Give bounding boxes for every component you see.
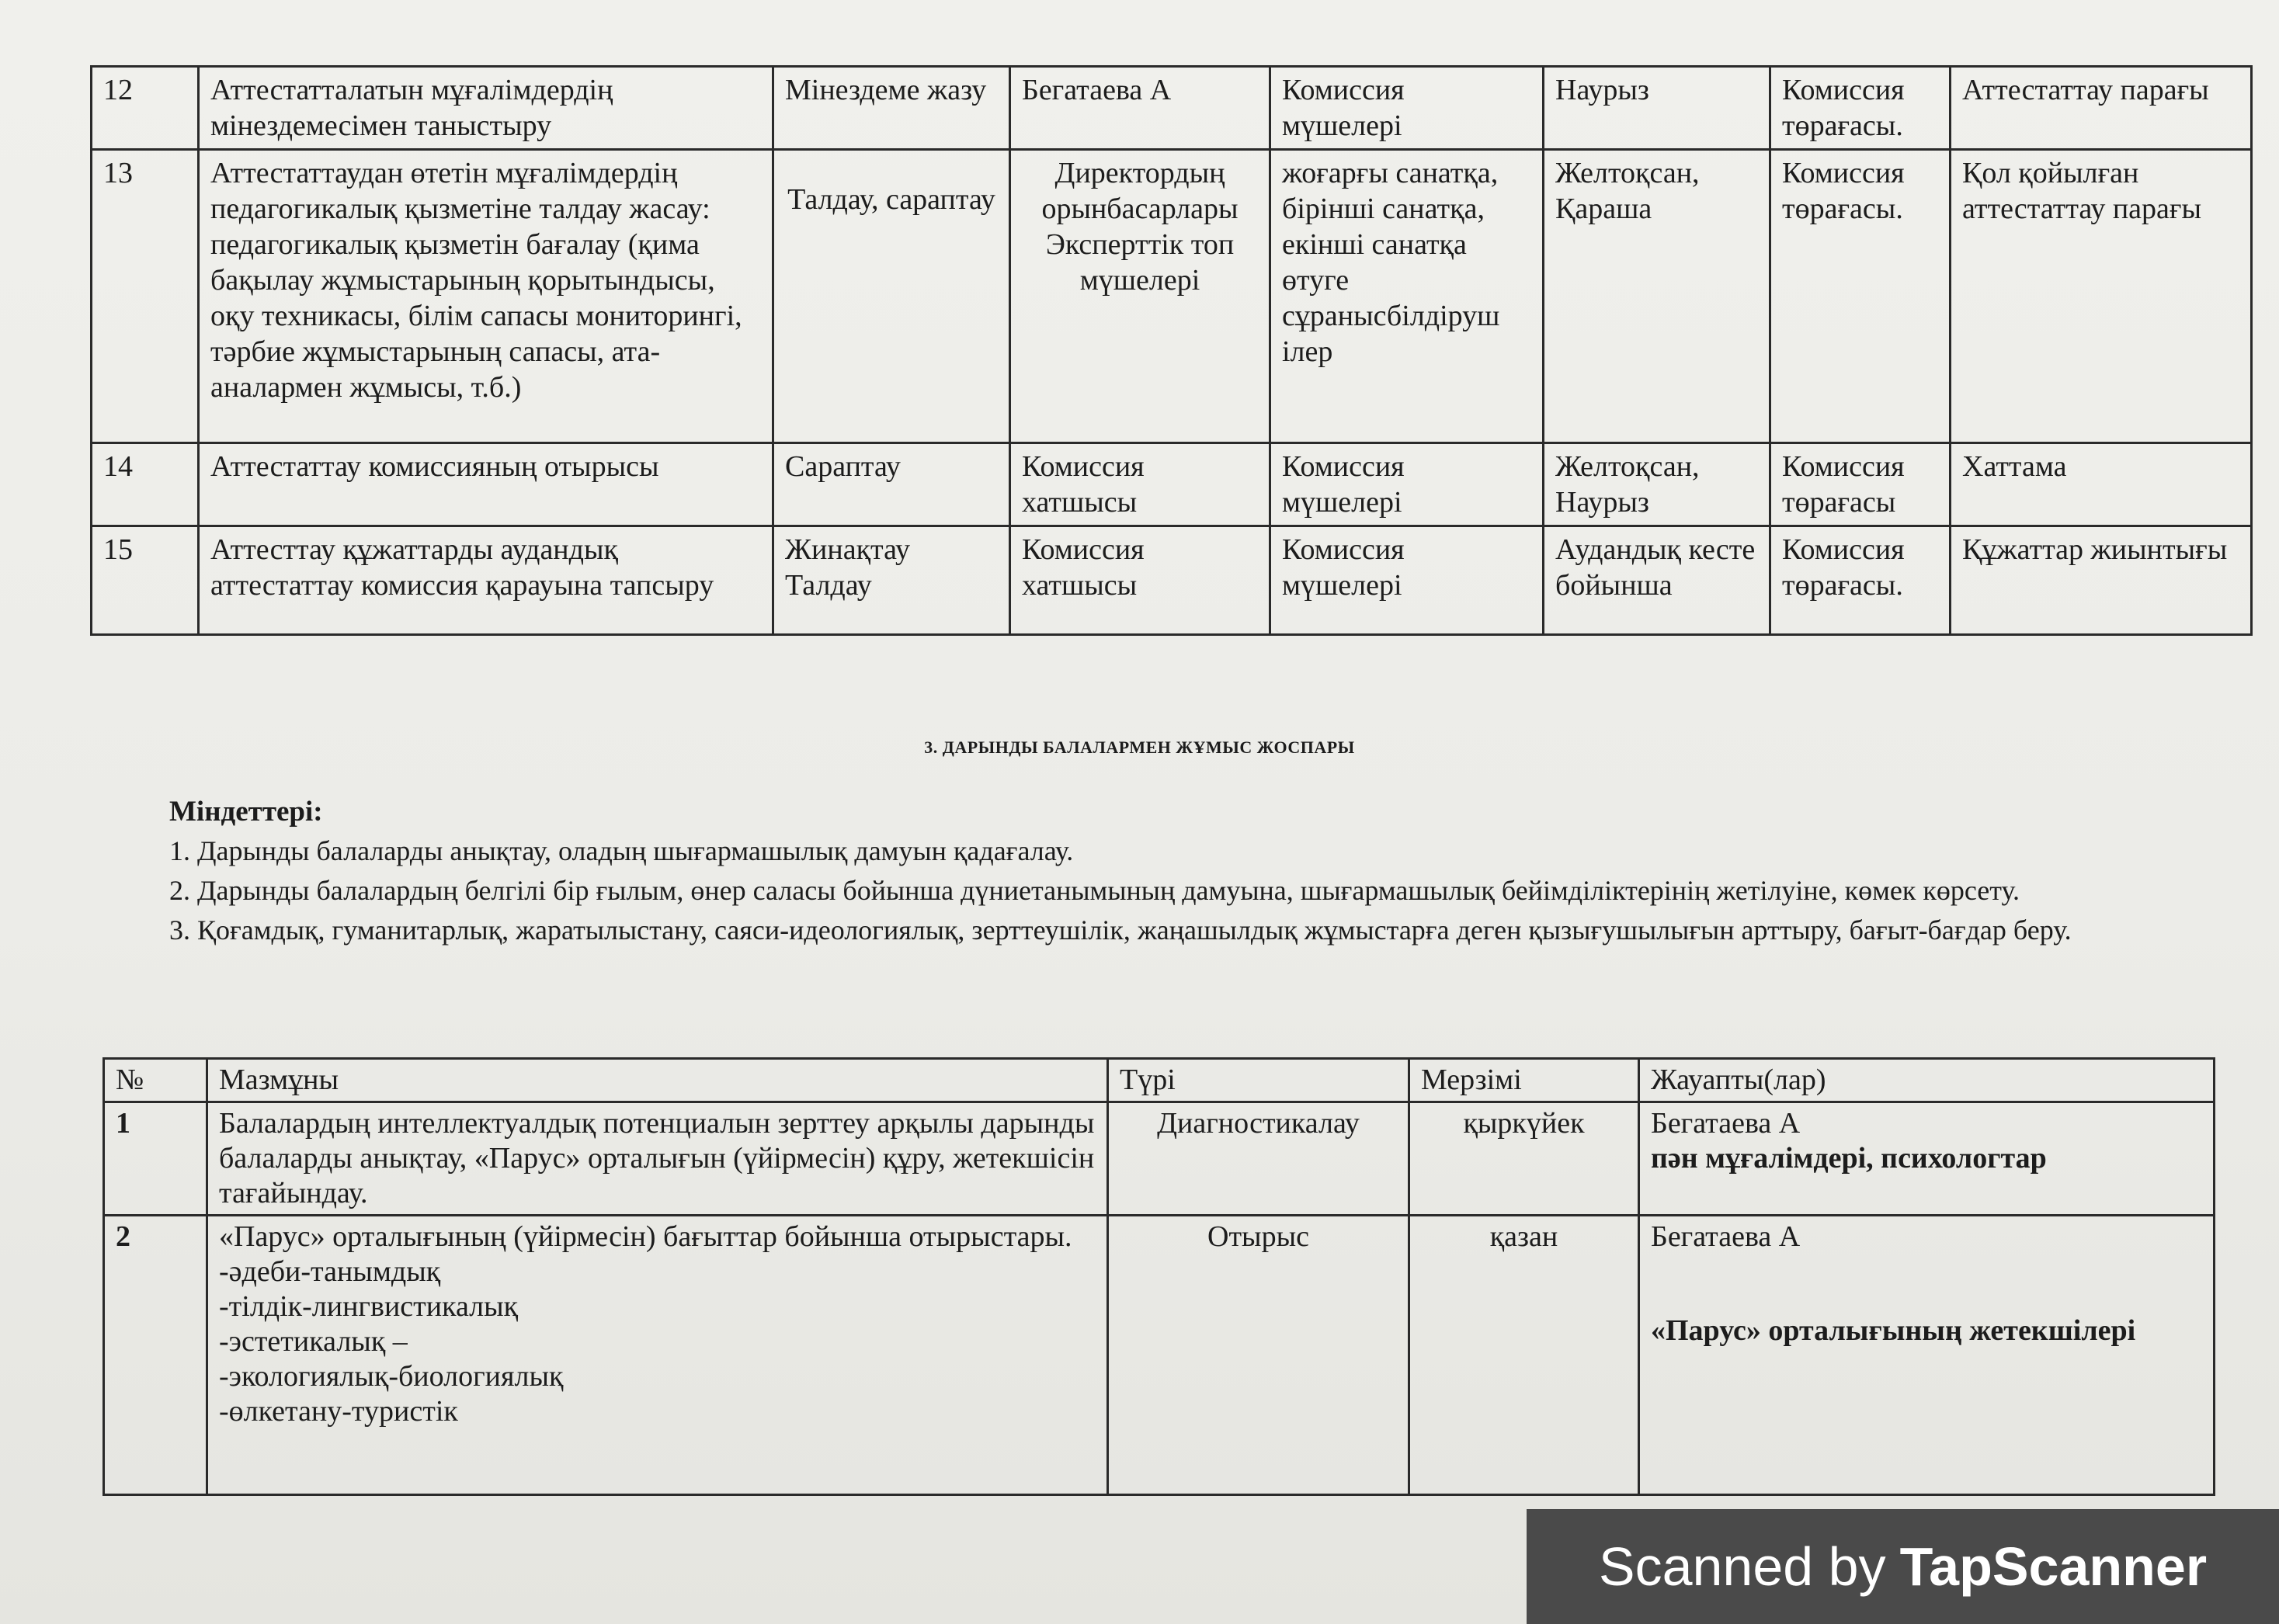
row-number: 2 — [104, 1216, 207, 1495]
table-row — [92, 67, 2252, 150]
row-participants: Комиссия мүшелері — [1270, 443, 1544, 526]
header-content: Мазмұны — [207, 1059, 1108, 1102]
responsible-extra: пән мұғалімдері, психологтар — [1651, 1142, 2047, 1175]
responsible-extra: «Парус» орталығының жетекшілері — [1651, 1314, 2136, 1347]
gifted-children-plan-table — [102, 1057, 2215, 1496]
row-deadline: Аудандық кесте бойынша — [1544, 526, 1770, 635]
row-responsible — [1639, 1216, 2215, 1495]
row-controller: Комиссия төрағасы — [1770, 443, 1951, 526]
direction-item: -экологиялық-биологиялық — [219, 1360, 564, 1393]
table-row — [104, 1102, 2215, 1216]
row-responsible — [1639, 1102, 2215, 1216]
row-controller: Комиссия төрағасы. — [1770, 150, 1951, 443]
row-participants: Комиссия мүшелері — [1270, 526, 1544, 635]
table-row — [92, 526, 2252, 635]
row-content — [207, 1216, 1108, 1495]
row-type: Отырыс — [1108, 1216, 1409, 1495]
row-responsible: Комиссия хатшысы — [1010, 526, 1270, 635]
row-number: 12 — [92, 67, 199, 150]
row-type: Диагностикалау — [1108, 1102, 1409, 1216]
row-result: Хаттама — [1951, 443, 2252, 526]
header-deadline: Мерзімі — [1409, 1059, 1639, 1102]
row-form: Жинақтау Талдау — [773, 526, 1010, 635]
row-responsible: Комиссия хатшысы — [1010, 443, 1270, 526]
tasks-block — [169, 792, 2157, 950]
row-deadline: қазан — [1409, 1216, 1639, 1495]
row-deadline: қыркүйек — [1409, 1102, 1639, 1216]
responsible-name: Бегатаева А — [1651, 1107, 1801, 1140]
row-controller: Комиссия төрағасы. — [1770, 67, 1951, 150]
header-num: № — [104, 1059, 207, 1102]
row-controller: Комиссия төрағасы. — [1770, 526, 1951, 635]
row-content: Балалардың интеллектуалдық потенциалын зерттеу арқылы дарынды балаларды анықтау, «Парус» орталығын (үйірмесін) құру, жетекшісін тағайындау. — [207, 1102, 1108, 1216]
watermark-brand: TapScanner — [1899, 1536, 2208, 1597]
task-item: 1. Дарынды балаларды анықтау, оладың шығармашылық дамуын қадағалау. — [169, 835, 1074, 866]
row-result: Қол қойылған аттестаттау парағы — [1951, 150, 2252, 443]
direction-item: -эстетикалық – — [219, 1325, 408, 1358]
row-number: 14 — [92, 443, 199, 526]
row-deadline: Наурыз — [1544, 67, 1770, 150]
row-result: Құжаттар жиынтығы — [1951, 526, 2252, 635]
task-item: 2. Дарынды балалардың белгілі бір ғылым, өнер саласы бойынша дүниетанымының дамуына, шығармашылық бейімділіктерінің жетілуіне, көмек көрсету. — [169, 875, 2020, 906]
row-number: 13 — [92, 150, 199, 443]
row-result: Аттестаттау парағы — [1951, 67, 2252, 150]
table-row — [92, 150, 2252, 443]
row-deadline: Желтоқсан, Қараша — [1544, 150, 1770, 443]
content-intro: «Парус» орталығының (үйірмесін) бағыттар бойынша отырыстары. — [219, 1220, 1072, 1253]
section-title: 3. ДАРЫНДЫ БАЛАЛАРМЕН ЖҰМЫС ЖОСПАРЫ — [924, 737, 1355, 757]
row-deadline: Желтоқсан, Наурыз — [1544, 443, 1770, 526]
row-responsible: Директордың орынбасарлары Эксперттік топ мүшелері — [1010, 150, 1270, 443]
row-responsible: Бегатаева А — [1010, 67, 1270, 150]
row-content: Аттестатталатын мұғалімдердің мінездемесімен таныстыру — [199, 67, 773, 150]
row-content: Аттестаттаудан өтетін мұғалімдердің педагогикалық қызметіне талдау жасау: педагогикалық қызметін бағалау (қима бақылау жұмыстарының қорытындысы, оқу техникасы, білім сапасы мониторингі, тәрбие жұмыстарының сапасы, ата-аналармен жұмысы, т.б.) — [199, 150, 773, 443]
table-row — [104, 1216, 2215, 1495]
row-form: Талдау, сараптау — [773, 150, 1010, 443]
direction-item: -тілдік-лингвистикалық — [219, 1290, 519, 1323]
attestation-table — [90, 65, 2253, 636]
table-header-row — [104, 1059, 2215, 1102]
direction-item: -әдеби-танымдық — [219, 1255, 441, 1288]
table-row — [92, 443, 2252, 526]
scanner-watermark — [1527, 1509, 2279, 1624]
row-number: 1 — [104, 1102, 207, 1216]
header-type: Түрі — [1108, 1059, 1409, 1102]
responsible-name: Бегатаева А — [1651, 1220, 1801, 1253]
row-participants: жоғарғы санатқа, бірінші санатқа, екінші санатқа өтуге сұранысбілдіруш ілер — [1270, 150, 1544, 443]
row-content: Аттесттау құжаттарды аудандық аттестаттау комиссия қарауына тапсыру — [199, 526, 773, 635]
row-participants: Комиссия мүшелері — [1270, 67, 1544, 150]
row-content: Аттестаттау комиссияның отырысы — [199, 443, 773, 526]
row-form: Мінездеме жазу — [773, 67, 1010, 150]
header-responsible: Жауапты(лар) — [1639, 1059, 2215, 1102]
tasks-title: Міндеттері: — [169, 796, 323, 828]
direction-item: -өлкетану-туристік — [219, 1395, 458, 1428]
row-number: 15 — [92, 526, 199, 635]
task-item: 3. Қоғамдық, гуманитарлық, жаратылыстану, саяси-идеологиялық, зерттеушілік, жаңашылдық жұмыстарға деген қызығушылығын арттыру, бағыт-бағдар беру. — [169, 914, 2072, 946]
row-form: Сараптау — [773, 443, 1010, 526]
watermark-prefix: Scanned by — [1598, 1536, 1886, 1597]
